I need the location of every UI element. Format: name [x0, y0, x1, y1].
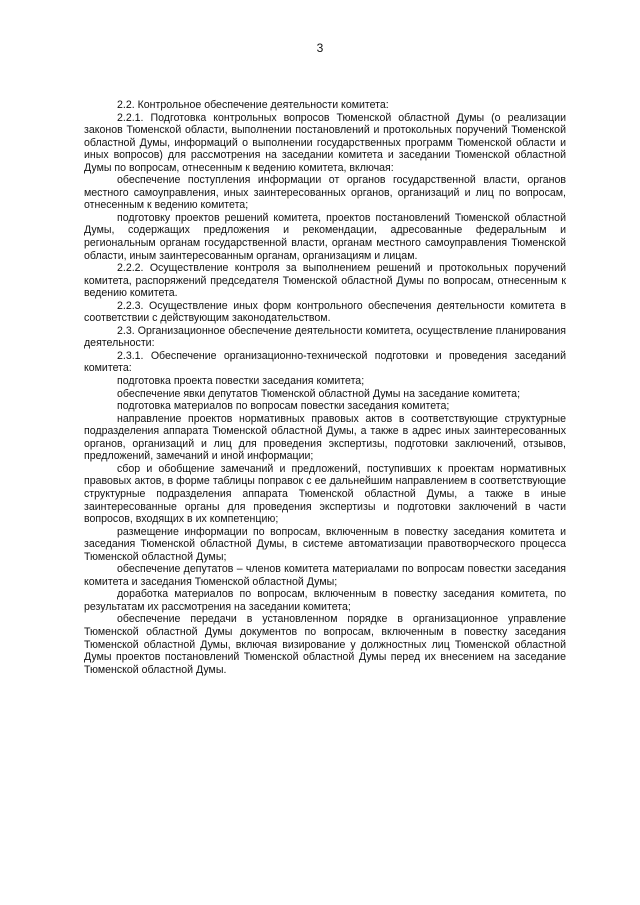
paragraph: направление проектов нормативных правовых актов в соответствующие структурные подразделения аппарата Тюменской областной Думы, а также в адрес иных заинтересованных органов, организаций и лиц для проведения экспертизы, подготовки заключений, отзывов, предложений, замечаний и иной информации; [84, 412, 566, 463]
paragraph: 2.2.2. Осуществление контроля за выполнением решений и протокольных поручений комитета, распоряжений председателя Тюменской областной Думы по вопросам, отнесенным к ведению комитета. [84, 262, 566, 300]
document-body [84, 99, 566, 676]
paragraph: 2.2.1. Подготовка контрольных вопросов Тюменской областной Думы (о реализации законов Тюменской области, выполнении постановлений и протокольных поручений Тюменской областной Думы, информаций о выполнении государственных программ Тюменской области и иных вопросов) для рассмотрения на заседании комитета и заседании Тюменской областной Думы по вопросам, отнесенным к ведению комитета, включая: [84, 111, 566, 174]
page-number: 3 [316, 41, 324, 55]
paragraph: доработка материалов по вопросам, включенным в повестку заседания комитета, по результатам их рассмотрения на заседании комитета; [84, 588, 566, 613]
paragraph: 2.3.1. Обеспечение организационно-технической подготовки и проведения заседаний комитета: [84, 349, 566, 375]
paragraph: обеспечение явки депутатов Тюменской областной Думы на заседание комитета; [117, 387, 521, 400]
paragraph: подготовку проектов решений комитета, проектов постановлений Тюменской областной Думы, содержащих предложения и рекомендации, адресованные федеральным и региональным органам государственной власти, органам местного самоуправления Тюменской области, иным заинтересованным органам, организациям и лицам. [84, 211, 566, 262]
paragraph: размещение информации по вопросам, включенным в повестку заседания комитета и заседания Тюменской областной Думы, в системе автоматизации правотворческого процесса Тюменской областной Думы; [84, 525, 566, 563]
paragraph: подготовка материалов по вопросам повестки заседания комитета; [117, 400, 450, 413]
paragraph: 2.3. Организационное обеспечение деятельности комитета, осуществление планирования деятельности: [84, 324, 566, 350]
paragraph: обеспечение депутатов – членов комитета материалами по вопросам повестки заседания комитета и заседания Тюменской областной Думы; [84, 563, 566, 588]
paragraph: 2.2. Контрольное обеспечение деятельности комитета: [117, 99, 389, 111]
paragraph: сбор и обобщение замечаний и предложений, поступивших к проектам нормативных правовых актов, в форме таблицы поправок с ее дальнейшим направлением в соответствующие структурные подразделения аппарата Тюменской областной Думы, а также в иные заинтересованные органы для проведения экспертизы и подготовки заключений в части вопросов, входящих в их компетенцию; [84, 462, 566, 526]
paragraph: подготовка проекта повестки заседания комитета; [117, 375, 365, 388]
paragraph: 2.2.3. Осуществление иных форм контрольного обеспечения деятельности комитета в соответствии с действующим законодательством. [84, 299, 566, 325]
paragraph: обеспечение передачи в установленном порядке в организационное управление Тюменской областной Думы документов по вопросам, включенным в повестку заседания Тюменской областной Думы, включая визирование у должностных лиц Тюменской областной Думы проектов постановлений Тюменской областной Думы перед их внесением на заседание Тюменской областной Думы. [84, 613, 566, 676]
paragraph: обеспечение поступления информации от органов государственной власти, органов местного самоуправления, иных заинтересованных органов, организаций и лиц по вопросам, отнесенным к ведению комитета; [84, 174, 566, 212]
